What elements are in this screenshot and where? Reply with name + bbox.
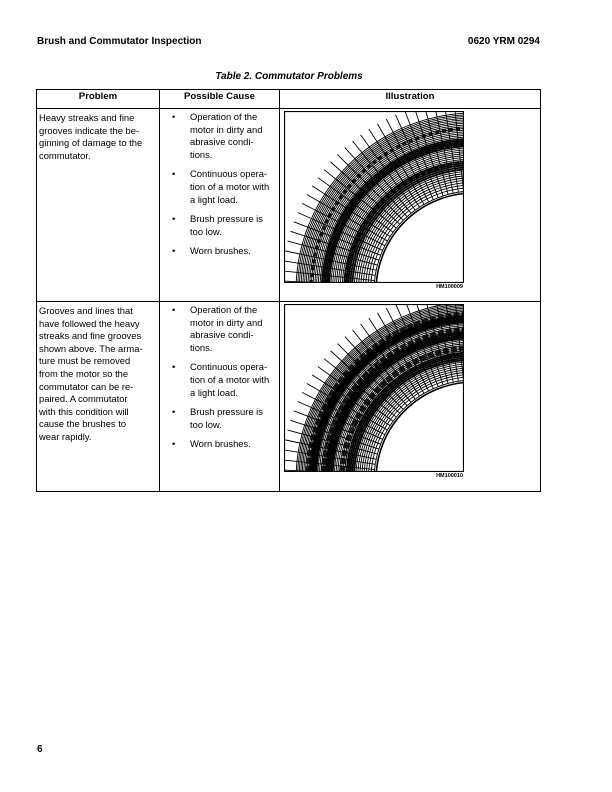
cause-item [164,111,277,161]
cause-line: too low. [190,225,222,237]
bullet-icon: • [172,361,176,373]
cause-line: Continuous opera- [190,168,268,180]
problem-line: commutator. [39,149,91,161]
cause-item [164,168,277,206]
commutator-grooves-drawing [284,304,464,472]
bullet-icon: • [172,438,176,450]
possible-cause-cell [160,109,280,302]
cause-item [164,245,277,258]
header-possible-cause: Possible Cause [160,90,280,109]
cause-item [164,438,277,451]
cause-line: a light load. [190,386,238,398]
cause-line: tions. [190,148,213,160]
commutator-illustration [284,111,465,291]
bullet-icon: • [172,168,176,180]
cause-line: a light load. [190,193,238,205]
bullet-icon: • [172,213,176,225]
problem-cell [37,109,160,302]
cause-list [164,304,277,451]
table-caption: Table 2. Commutator Problems [215,71,363,82]
problem-line: from the motor so the [39,367,129,379]
cause-line: tion of a motor with [190,373,270,385]
cause-line: Brush pressure is [190,406,263,418]
problem-line: streaks and fine grooves [39,330,142,342]
table-header-row [37,90,541,109]
problem-line: paired. A commutator [39,393,128,405]
problem-line: Heavy streaks and fine [39,112,135,123]
cause-item [164,406,277,431]
bullet-icon: • [172,245,176,257]
cause-line: abrasive condi- [190,136,254,148]
section-title: Brush and Commutator Inspection [37,36,202,47]
cause-line: Brush pressure is [190,213,263,225]
bullet-icon: • [172,406,176,418]
figure-id: HM100009 [436,284,463,290]
cause-line: tions. [190,341,213,353]
commutator-problems-table [36,89,541,492]
document-number: 0620 YRM 0294 [467,36,540,47]
problem-line: cause the brushes to [39,418,127,430]
cause-item [164,213,277,238]
cause-item [164,304,277,354]
cause-line: motor in dirty and [190,123,263,135]
cause-line: Continuous opera- [190,361,268,373]
cause-line: too low. [190,418,222,430]
problem-line: have followed the heavy [39,317,140,329]
header-problem: Problem [37,90,160,109]
table-row [37,302,541,492]
table-row [37,109,541,302]
commutator-streaks-drawing [284,111,464,283]
cause-line: Operation of the [190,304,258,315]
cause-line: Worn brushes. [190,438,251,450]
problem-line: Grooves and lines that [39,305,133,316]
problem-cell [37,302,160,492]
cause-item [164,361,277,399]
cause-line: tion of a motor with [190,180,270,192]
page-number: 6 [37,744,43,755]
bullet-icon: • [172,111,176,122]
problem-line: ture must be removed [39,355,131,367]
problem-line: wear rapidly. [39,430,92,442]
bullet-icon: • [172,304,176,315]
cause-line: motor in dirty and [190,316,263,328]
problem-line: shown above. The arma- [39,342,143,354]
problem-line: with this condition will [39,405,129,417]
cause-line: Worn brushes. [190,245,251,257]
illustration-cell [280,302,541,492]
figure-id: HM100010 [436,473,463,479]
cause-list [164,111,277,258]
header-illustration: Illustration [280,90,541,109]
cause-line: Operation of the [190,111,258,122]
possible-cause-cell [160,302,280,492]
cause-line: abrasive condi- [190,329,254,341]
problem-line: ginning of damage to the [39,137,143,149]
problem-line: grooves indicate the be- [39,124,140,136]
problem-line: commutator can be re- [39,380,134,392]
illustration-cell [280,109,541,302]
commutator-illustration [284,304,465,480]
